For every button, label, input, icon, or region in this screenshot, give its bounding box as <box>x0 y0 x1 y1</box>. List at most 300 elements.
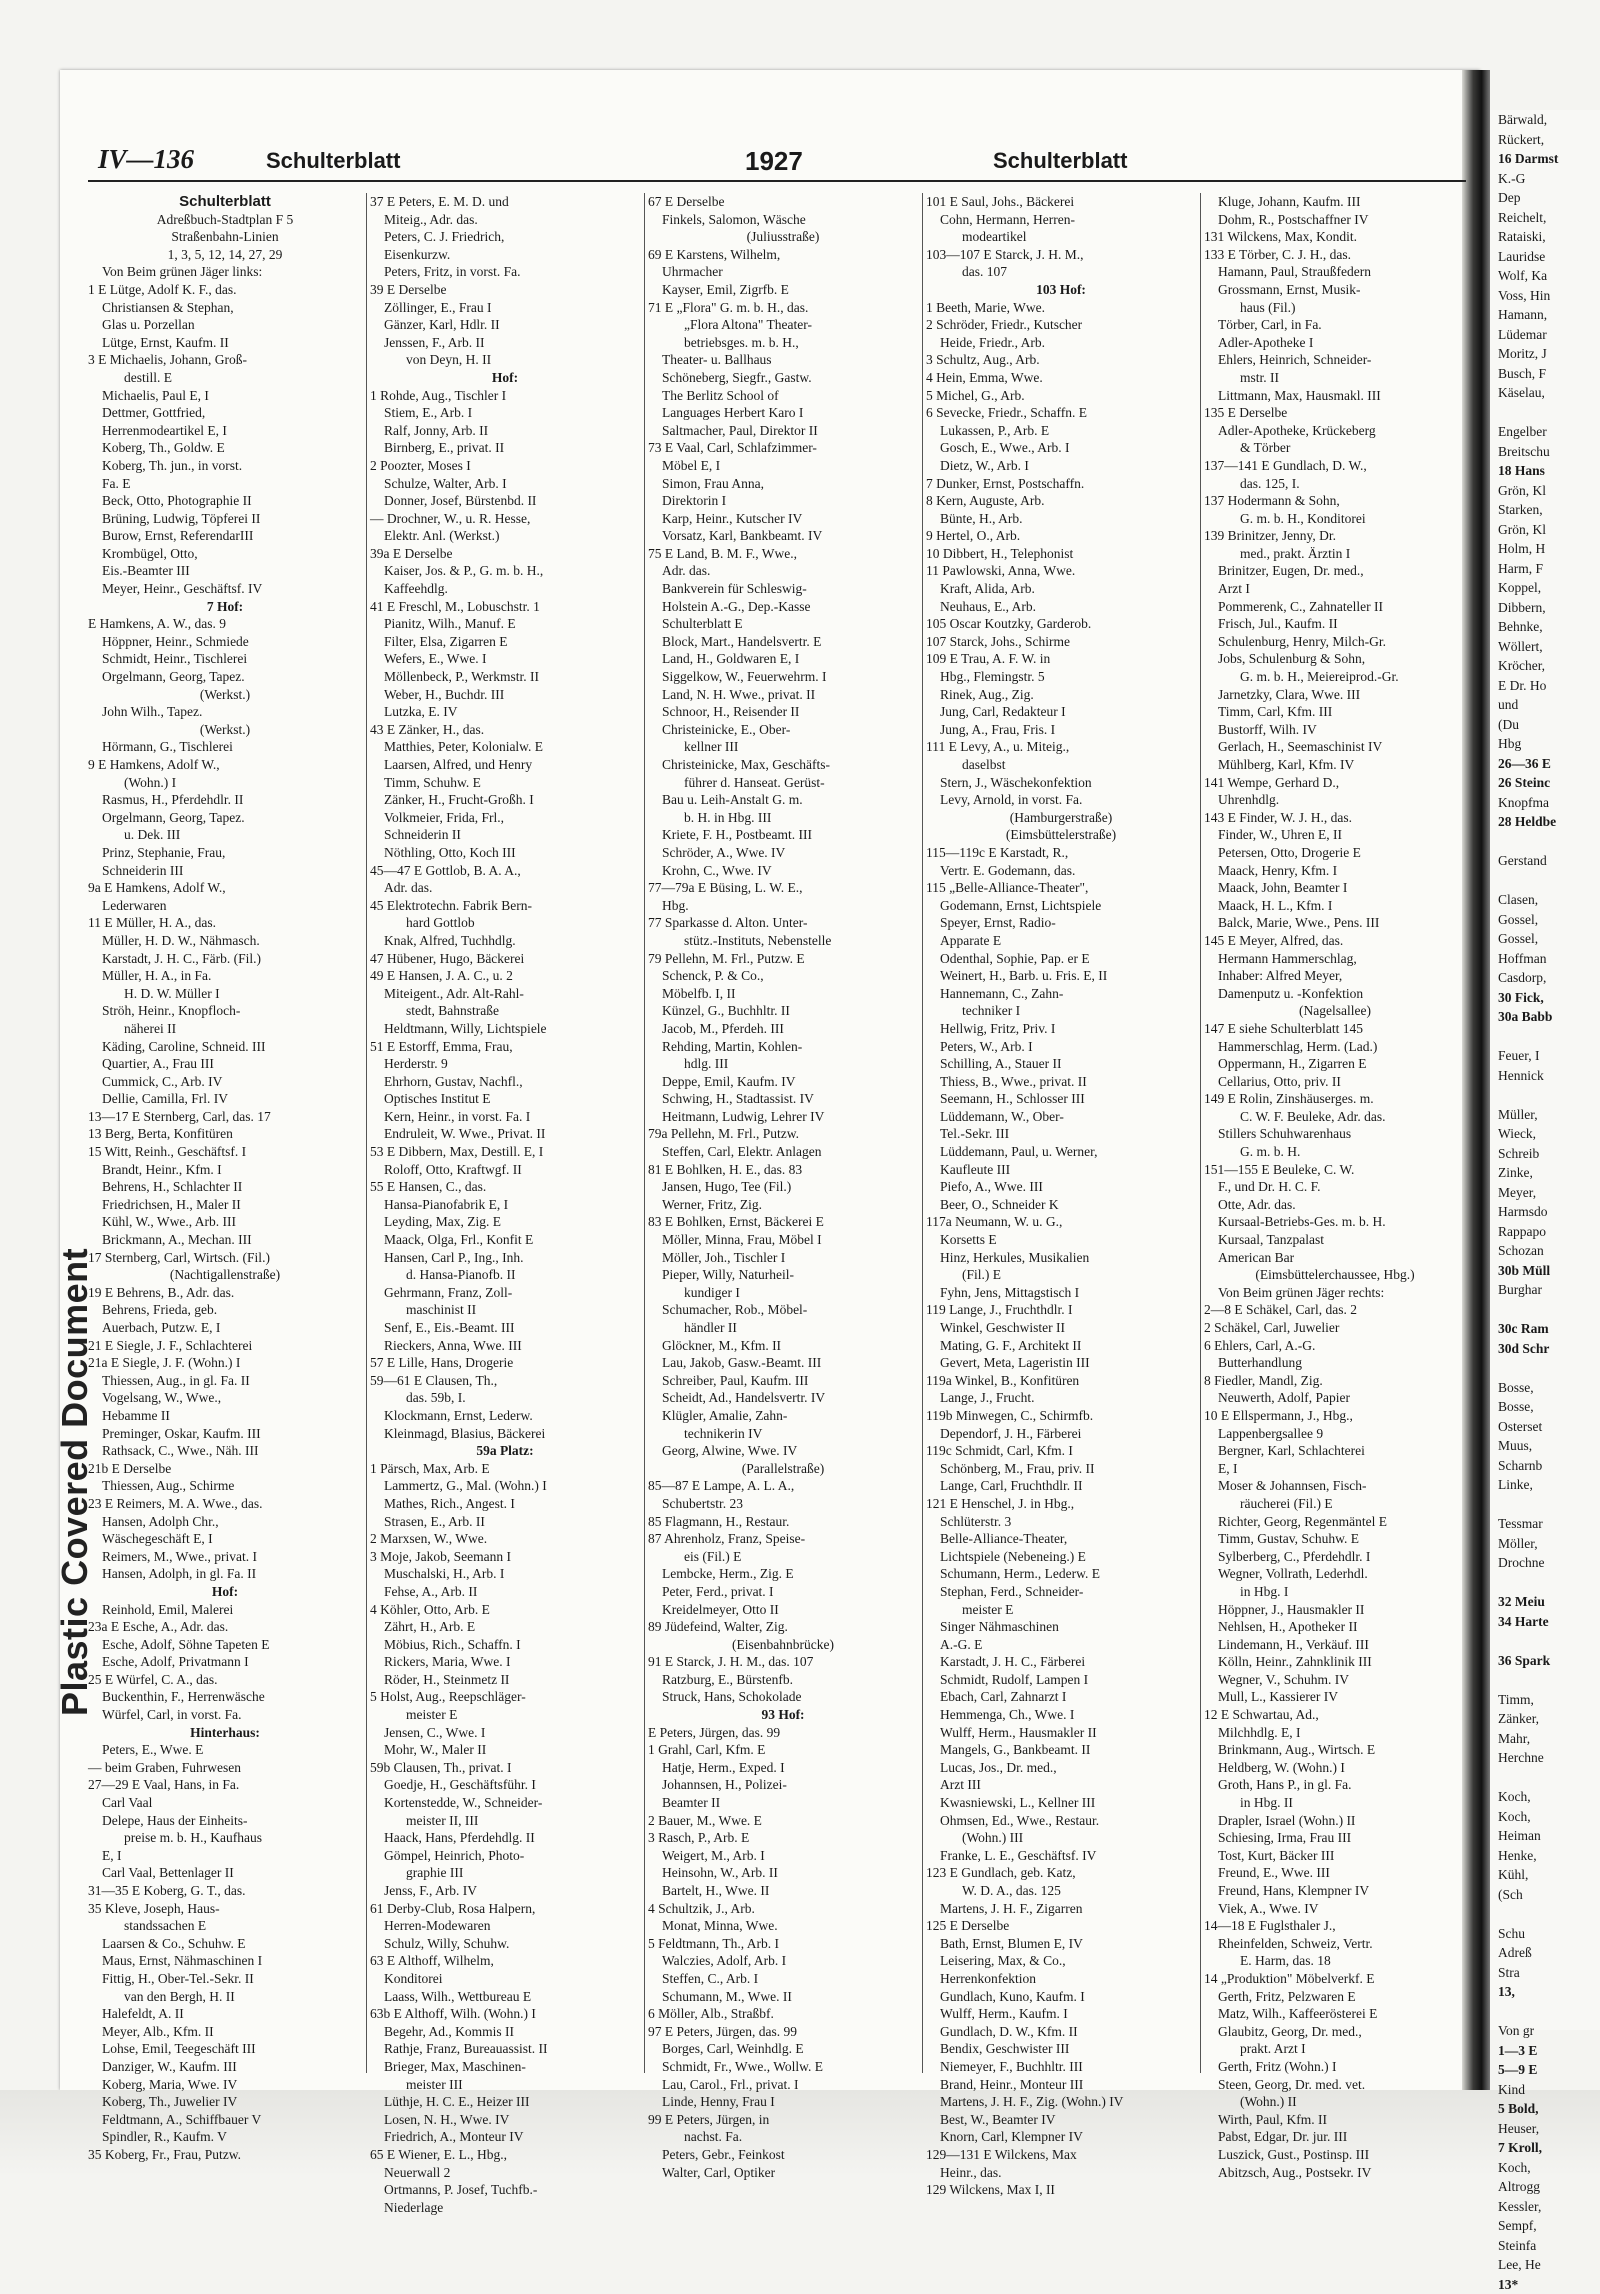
next-page-line: 30 Fick, <box>1490 988 1600 1008</box>
directory-line: mstr. II <box>1204 369 1466 387</box>
directory-line: Uhrmacher <box>648 263 918 281</box>
directory-line: Möbius, Rich., Schaffn. I <box>370 1636 640 1654</box>
directory-line: Krombügel, Otto, <box>88 545 362 563</box>
directory-line: 4 Köhler, Otto, Arb. E <box>370 1601 640 1619</box>
directory-line: 57 E Lille, Hans, Drogerie <box>370 1354 640 1372</box>
next-page-line: Grön, Kl <box>1490 520 1600 540</box>
directory-line: 103—107 E Starck, J. H. M., <box>926 246 1196 264</box>
directory-line: 103 Hof: <box>926 281 1196 299</box>
directory-line: 63b E Althoff, Wilh. (Wohn.) I <box>370 2005 640 2023</box>
next-page-line: Feuer, I <box>1490 1046 1600 1066</box>
directory-line: Ehrhorn, Gustav, Nachfl., <box>370 1073 640 1091</box>
next-page-line: 13, <box>1490 1982 1600 2002</box>
next-page-line: Kröcher, <box>1490 656 1600 676</box>
directory-line: Georg, Alwine, Wwe. IV <box>648 1442 918 1460</box>
directory-line: Steen, Georg, Dr. med. vet. <box>1204 2076 1466 2094</box>
directory-line: in Hbg. I <box>1204 1583 1466 1601</box>
directory-line: Lucas, Jos., Dr. med., <box>926 1759 1196 1777</box>
directory-line: A.-G. E <box>926 1636 1196 1654</box>
next-page-line: Rataiski, <box>1490 227 1600 247</box>
directory-line: 14—18 E Fuglsthaler J., <box>1204 1917 1466 1935</box>
directory-line: nachst. Fa. <box>648 2128 918 2146</box>
directory-line: Schumacher, Rob., Möbel- <box>648 1301 918 1319</box>
next-page-line: Koch, <box>1490 2158 1600 2178</box>
directory-line: Karp, Heinr., Kutscher IV <box>648 510 918 528</box>
directory-line: Goedje, H., Geschäftsführ. I <box>370 1776 640 1794</box>
page-number: IV—136 <box>98 144 194 175</box>
directory-line: Timm, Schuhw. E <box>370 774 640 792</box>
directory-line: Belle-Alliance-Theater, <box>926 1530 1196 1548</box>
next-page-line: Stra <box>1490 1963 1600 1983</box>
directory-line: näherei II <box>88 1020 362 1038</box>
directory-line: Land, N. H. Wwe., privat. II <box>648 686 918 704</box>
directory-line: Christiansen & Stephan, <box>88 299 362 317</box>
directory-line: Spindler, R., Kaufm. V <box>88 2128 362 2146</box>
directory-line: 13 Berg, Berta, Konfitüren <box>88 1125 362 1143</box>
directory-line: Matthies, Peter, Kolonialw. E <box>370 738 640 756</box>
next-page-line: 36 Spark <box>1490 1651 1600 1671</box>
directory-line: Kursaal, Tanzpalast <box>1204 1231 1466 1249</box>
directory-line: Kaffeehdlg. <box>370 580 640 598</box>
columns <box>88 193 1466 2073</box>
next-page-line: 30a Babb <box>1490 1007 1600 1027</box>
next-page-line: 5—9 E <box>1490 2060 1600 2080</box>
column-divider <box>366 193 367 2073</box>
directory-line: Jansen, Hugo, Tee (Fil.) <box>648 1178 918 1196</box>
next-page-line: Altrogg <box>1490 2177 1600 2197</box>
directory-line: Reinhold, Emil, Malerei <box>88 1601 362 1619</box>
side-stamp: Plastic Covered Document <box>54 1406 96 1716</box>
directory-line: Krohn, C., Wwe. IV <box>648 862 918 880</box>
directory-line: Gömpel, Heinrich, Photo- <box>370 1847 640 1865</box>
directory-line: Nöthling, Otto, Koch III <box>370 844 640 862</box>
directory-line: 7 Dunker, Ernst, Postschaffn. <box>926 475 1196 493</box>
directory-line: Fehse, A., Arb. II <box>370 1583 640 1601</box>
directory-line: Cohn, Hermann, Herren- <box>926 211 1196 229</box>
directory-line: Gundlach, Kuno, Kaufm. I <box>926 1988 1196 2006</box>
directory-line: 12 E Schwartau, Ad., <box>1204 1706 1466 1724</box>
next-page-line: Gerstand <box>1490 851 1600 871</box>
directory-line: Schenck, P. & Co., <box>648 967 918 985</box>
directory-line: Schnoor, H., Reisender II <box>648 703 918 721</box>
directory-line: 43 E Zänker, H., das. <box>370 721 640 739</box>
directory-line: kundiger I <box>648 1284 918 1302</box>
directory-line: 35 Kleve, Joseph, Haus- <box>88 1900 362 1918</box>
next-page-line: Hbg <box>1490 734 1600 754</box>
next-page-line: 18 Hans <box>1490 461 1600 481</box>
directory-line: Hellwig, Fritz, Priv. I <box>926 1020 1196 1038</box>
directory-line: Rieckers, Anna, Wwe. III <box>370 1337 640 1355</box>
directory-line: Christeinicke, E., Ober- <box>648 721 918 739</box>
directory-line: Schwing, H., Stadtassist. IV <box>648 1090 918 1108</box>
next-page-line: 30b Müll <box>1490 1261 1600 1281</box>
directory-line: Lange, J., Frucht. <box>926 1389 1196 1407</box>
directory-line: 115 „Belle-Alliance-Theater", <box>926 879 1196 897</box>
directory-line: Matz, Wilh., Kaffeerösterei E <box>1204 2005 1466 2023</box>
directory-line: Jung, Carl, Redakteur I <box>926 703 1196 721</box>
directory-line: Maack, Henry, Kfm. I <box>1204 862 1466 880</box>
directory-line: Stillers Schuhwarenhaus <box>1204 1125 1466 1143</box>
directory-line: 107 Starck, Johs., Schirme <box>926 633 1196 651</box>
directory-line: Optisches Institut E <box>370 1090 640 1108</box>
directory-line: eis (Fil.) E <box>648 1548 918 1566</box>
next-page-line: Koch, <box>1490 1787 1600 1807</box>
directory-line: Karstadt, J. H. C., Färb. (Fil.) <box>88 950 362 968</box>
directory-line: Filter, Elsa, Zigarren E <box>370 633 640 651</box>
directory-line: Gerlach, H., Seemaschinist IV <box>1204 738 1466 756</box>
directory-line: graphie III <box>370 1864 640 1882</box>
directory-line: Kortenstedde, W., Schneider- <box>370 1794 640 1812</box>
directory-line: Schulterblatt E <box>648 615 918 633</box>
directory-line: Rathje, Franz, Bureauassist. II <box>370 2040 640 2058</box>
directory-line: John Wilh., Tapez. <box>88 703 362 721</box>
directory-line: Vertr. E. Godemann, das. <box>926 862 1196 880</box>
directory-line: Lange, Carl, Fruchthdlr. II <box>926 1477 1196 1495</box>
next-page-line <box>1490 1085 1600 1105</box>
directory-line: modeartikel <box>926 228 1196 246</box>
directory-line: Lüddemann, Paul, u. Werner, <box>926 1143 1196 1161</box>
directory-line: Christeinicke, Max, Geschäfts- <box>648 756 918 774</box>
directory-line: 2 Schäkel, Carl, Juwelier <box>1204 1319 1466 1337</box>
next-page-line: Clasen, <box>1490 890 1600 910</box>
directory-line: Lembcke, Herm., Zig. E <box>648 1565 918 1583</box>
directory-line: Godemann, Ernst, Lichtspiele <box>926 897 1196 915</box>
directory-line: Hinterhaus: <box>88 1724 362 1742</box>
next-page-line: 7 Kroll, <box>1490 2138 1600 2158</box>
directory-line: 2 Bauer, M., Wwe. E <box>648 1812 918 1830</box>
directory-line: Timm, Carl, Kfm. III <box>1204 703 1466 721</box>
column-3 <box>648 193 918 2073</box>
directory-line: 147 E siehe Schulterblatt 145 <box>1204 1020 1466 1038</box>
directory-line: 77—79a E Büsing, L. W. E., <box>648 879 918 897</box>
directory-line: Fittig, H., Ober-Tel.-Sekr. II <box>88 1970 362 1988</box>
directory-line: 123 E Gundlach, geb. Katz, <box>926 1864 1196 1882</box>
directory-line: 31—35 E Koberg, G. T., das. <box>88 1882 362 1900</box>
next-page-line: Lauridse <box>1490 247 1600 267</box>
directory-line: 2—8 E Schäkel, Carl, das. 2 <box>1204 1301 1466 1319</box>
next-page-line: Lee, He <box>1490 2255 1600 2275</box>
directory-line: prakt. Arzt I <box>1204 2040 1466 2058</box>
directory-line: — beim Graben, Fuhrwesen <box>88 1759 362 1777</box>
directory-line: Kaiser, Jos. & P., G. m. b. H., <box>370 562 640 580</box>
directory-line: Kayser, Emil, Zigrfb. E <box>648 281 918 299</box>
directory-line: Mathes, Rich., Angest. I <box>370 1495 640 1513</box>
directory-line: Kursaal-Betriebs-Ges. m. b. H. <box>1204 1213 1466 1231</box>
directory-line: Preminger, Oskar, Kaufm. III <box>88 1425 362 1443</box>
next-page-fragment <box>1490 110 1600 2030</box>
directory-line: Fyhn, Jens, Mittagstisch I <box>926 1284 1196 1302</box>
next-page-line <box>1490 832 1600 852</box>
directory-line: Mühlberg, Karl, Kfm. IV <box>1204 756 1466 774</box>
directory-line: Möbelfb. I, II <box>648 985 918 1003</box>
directory-line: 3 Rasch, P., Arb. E <box>648 1829 918 1847</box>
next-page-line: Möller, <box>1490 1534 1600 1554</box>
directory-line: 145 E Meyer, Alfred, das. <box>1204 932 1466 950</box>
directory-line: Hatje, Herm., Exped. I <box>648 1759 918 1777</box>
directory-line: Butterhandlung <box>1204 1354 1466 1372</box>
directory-line: 129 Wilckens, Max I, II <box>926 2181 1196 2199</box>
directory-line: Delepe, Haus der Einheits- <box>88 1812 362 1830</box>
directory-line: 51 E Estorff, Emma, Frau, <box>370 1038 640 1056</box>
directory-line: Elektr. Anl. (Werkst.) <box>370 527 640 545</box>
directory-line: Sylberberg, C., Pferdehdlr. I <box>1204 1548 1466 1566</box>
next-page-line <box>1490 1670 1600 1690</box>
directory-line: Rathsack, C., Wwe., Näh. III <box>88 1442 362 1460</box>
directory-line: Heldtmann, Willy, Lichtspiele <box>370 1020 640 1038</box>
directory-line: 8 Kern, Auguste, Arb. <box>926 492 1196 510</box>
directory-line: Möller, Joh., Tischler I <box>648 1249 918 1267</box>
directory-line: Frisch, Jul., Kaufm. II <box>1204 615 1466 633</box>
directory-line: Halefeldt, A. II <box>88 2005 362 2023</box>
directory-line: Hansa-Pianofabrik E, I <box>370 1196 640 1214</box>
street-title-left: Schulterblatt <box>266 148 400 174</box>
directory-line: Korsetts E <box>926 1231 1196 1249</box>
directory-line: 55 E Hansen, C., das. <box>370 1178 640 1196</box>
directory-line: Mohr, W., Maler II <box>370 1741 640 1759</box>
directory-line: 119 Lange, J., Fruchthdlr. I <box>926 1301 1196 1319</box>
directory-line: 45 Elektrotechn. Fabrik Bern- <box>370 897 640 915</box>
directory-line: 21 E Siegle, J. F., Schlachterei <box>88 1337 362 1355</box>
directory-line: Mating, G. F., Architekt II <box>926 1337 1196 1355</box>
directory-line: Herrenkonfektion <box>926 1970 1196 1988</box>
column-4 <box>926 193 1196 2073</box>
directory-line: Maack, Olga, Frl., Konfit E <box>370 1231 640 1249</box>
directory-line: Esche, Adolf, Privatmann I <box>88 1653 362 1671</box>
directory-line: Von Beim grünen Jäger rechts: <box>1204 1284 1466 1302</box>
directory-line: Simon, Frau Anna, <box>648 475 918 493</box>
directory-line: Feldtmann, A., Schiffbauer V <box>88 2111 362 2129</box>
directory-line: Bendix, Geschwister III <box>926 2040 1196 2058</box>
directory-line: Neuwerth, Adolf, Papier <box>1204 1389 1466 1407</box>
directory-line: 10 E Ellspermann, J., Hbg., <box>1204 1407 1466 1425</box>
directory-line: Thiess, B., Wwe., privat. II <box>926 1073 1196 1091</box>
directory-line: das. 125, I. <box>1204 475 1466 493</box>
directory-line: Burow, Ernst, ReferendarIII <box>88 527 362 545</box>
directory-line: E Hamkens, A. W., das. 9 <box>88 615 362 633</box>
directory-line: Borges, Carl, Weinhdlg. E <box>648 2040 918 2058</box>
directory-line: Werner, Fritz, Zig. <box>648 1196 918 1214</box>
directory-line: Pommerenk, C., Zahnateller II <box>1204 598 1466 616</box>
directory-line: (Wohn.) III <box>926 1829 1196 1847</box>
directory-line: G. m. b. H., Meiereiprod.-Gr. <box>1204 668 1466 686</box>
directory-line: (Nachtigallenstraße) <box>88 1266 362 1284</box>
directory-line: Würfel, Carl, in vorst. Fa. <box>88 1706 362 1724</box>
next-page-line: Herchne <box>1490 1748 1600 1768</box>
directory-line: 101 E Saul, Johs., Bäckerei <box>926 193 1196 211</box>
directory-line: 5 Feldtmann, Th., Arb. I <box>648 1935 918 1953</box>
directory-line: 2 Poozter, Moses I <box>370 457 640 475</box>
next-page-line: Zänker, <box>1490 1709 1600 1729</box>
next-page-line: 26 Steinc <box>1490 773 1600 793</box>
directory-line: Lau, Carol., Frl., privat. I <box>648 2076 918 2094</box>
directory-line: Viek, A., Wwe. IV <box>1204 1900 1466 1918</box>
directory-line: Wegner, V., Schuhm. IV <box>1204 1671 1466 1689</box>
directory-line: führer d. Hanseat. Gerüst- <box>648 774 918 792</box>
directory-line: (Hamburgerstraße) <box>926 809 1196 827</box>
directory-line: Nehlsen, H., Apotheker II <box>1204 1618 1466 1636</box>
directory-line: 73 E Vaal, Carl, Schlafzimmer- <box>648 439 918 457</box>
directory-line: 21a E Siegle, J. F. (Wohn.) I <box>88 1354 362 1372</box>
directory-line: Peter, Ferd., privat. I <box>648 1583 918 1601</box>
directory-line: Lammertz, G., Mal. (Wohn.) I <box>370 1477 640 1495</box>
directory-line: Direktorin I <box>648 492 918 510</box>
directory-line: 5 Holst, Aug., Reepschläger- <box>370 1688 640 1706</box>
directory-line: Möllenbeck, P., Werkmstr. II <box>370 668 640 686</box>
directory-line: Niemeyer, F., Buchhltr. III <box>926 2058 1196 2076</box>
directory-line: E. Harm, das. 18 <box>1204 1952 1466 1970</box>
directory-line: Thiessen, Aug., Schirme <box>88 1477 362 1495</box>
directory-line: Jobs, Schulenburg & Sohn, <box>1204 650 1466 668</box>
directory-line: Brinkmann, Aug., Wirtsch. E <box>1204 1741 1466 1759</box>
directory-line: 4 Hein, Emma, Wwe. <box>926 369 1196 387</box>
directory-line: F., und Dr. H. C. F. <box>1204 1178 1466 1196</box>
directory-line: (Parallelstraße) <box>648 1460 918 1478</box>
directory-line: Jenss, F., Arb. IV <box>370 1882 640 1900</box>
directory-line: Knak, Alfred, Tuchhdlg. <box>370 932 640 950</box>
directory-line: Buckenthin, F., Herrenwäsche <box>88 1688 362 1706</box>
directory-line: Vorsatz, Karl, Bankbeamt. IV <box>648 527 918 545</box>
directory-line: stedt, Bahnstraße <box>370 1002 640 1020</box>
directory-line: 149 E Rolin, Zinshäuserges. m. <box>1204 1090 1466 1108</box>
directory-line: Hansen, Adolph, in gl. Fa. II <box>88 1565 362 1583</box>
directory-line: Höppner, Heinr., Schmiede <box>88 633 362 651</box>
directory-line: Stiem, E., Arb. I <box>370 404 640 422</box>
directory-line: von Deyn, H. II <box>370 351 640 369</box>
directory-line: Piefo, A., Wwe. III <box>926 1178 1196 1196</box>
directory-line: 17 Sternberg, Carl, Wirtsch. (Fil.) <box>88 1249 362 1267</box>
directory-line: Bergner, Karl, Schlachterei <box>1204 1442 1466 1460</box>
next-page-line: Burghar <box>1490 1280 1600 1300</box>
directory-line: 99 E Peters, Jürgen, in <box>648 2111 918 2129</box>
directory-line: (Juliusstraße) <box>648 228 918 246</box>
directory-line: 93 Hof: <box>648 1706 918 1724</box>
next-page-line: Kind <box>1490 2080 1600 2100</box>
directory-line: preise m. b. H., Kaufhaus <box>88 1829 362 1847</box>
next-page-line: 28 Heldbe <box>1490 812 1600 832</box>
directory-line: Martens, J. H. F., Zigarren <box>926 1900 1196 1918</box>
directory-line: Eis.-Beamter III <box>88 562 362 580</box>
next-page-line: E Dr. Ho <box>1490 676 1600 696</box>
directory-line: Michaelis, Paul E, I <box>88 387 362 405</box>
directory-line: 41 E Freschl, M., Lobuschstr. 1 <box>370 598 640 616</box>
directory-line: Hemmenga, Ch., Wwe. I <box>926 1706 1196 1724</box>
directory-line: Lohse, Emil, Teegeschäft III <box>88 2040 362 2058</box>
directory-line: das. 59b, I. <box>370 1389 640 1407</box>
directory-line: Danziger, W., Kaufm. III <box>88 2058 362 2076</box>
directory-line: — Drochner, W., u. R. Hesse, <box>370 510 640 528</box>
directory-line: Deppe, Emil, Kaufm. IV <box>648 1073 918 1091</box>
directory-line: Losen, N. H., Wwe. IV <box>370 2111 640 2129</box>
directory-line: Wirth, Paul, Kfm. II <box>1204 2111 1466 2129</box>
column-divider <box>644 193 645 2073</box>
directory-line: 125 E Derselbe <box>926 1917 1196 1935</box>
directory-line: Miteig., Adr. das. <box>370 211 640 229</box>
next-page-line: Behnke, <box>1490 617 1600 637</box>
directory-line: 23a E Esche, A., Adr. das. <box>88 1618 362 1636</box>
directory-line: (Eimsbüttelerstraße) <box>926 826 1196 844</box>
column-2 <box>370 193 640 2073</box>
directory-line: Neuerwall 2 <box>370 2164 640 2182</box>
directory-line: Schlüterstr. 3 <box>926 1513 1196 1531</box>
directory-line: 1 Grahl, Carl, Kfm. E <box>648 1741 918 1759</box>
directory-line: betriebsges. m. b. H., <box>648 334 918 352</box>
next-page-line: Drochne <box>1490 1553 1600 1573</box>
directory-line: 47 Hübener, Hugo, Bäckerei <box>370 950 640 968</box>
directory-line: Niederlage <box>370 2199 640 2217</box>
directory-line: Rinek, Aug., Zig. <box>926 686 1196 704</box>
column-divider <box>1200 193 1201 2073</box>
directory-line: 6 Möller, Alb., Straßbf. <box>648 2005 918 2023</box>
next-page-line: Wöllert, <box>1490 637 1600 657</box>
directory-line: Thiessen, Aug., in gl. Fa. II <box>88 1372 362 1390</box>
directory-line: 109 E Trau, A. F. W. in <box>926 650 1196 668</box>
next-page-line <box>1490 1358 1600 1378</box>
directory-line: (Fil.) E <box>926 1266 1196 1284</box>
directory-line: das. 107 <box>926 263 1196 281</box>
directory-line: Neuhaus, E., Arb. <box>926 598 1196 616</box>
next-page-line: (Du <box>1490 715 1600 735</box>
next-page-line: Grön, Kl <box>1490 481 1600 501</box>
directory-line: E, I <box>1204 1460 1466 1478</box>
directory-line: Karstadt, J. H. C., Färberei <box>926 1653 1196 1671</box>
directory-line: techniker I <box>926 1002 1196 1020</box>
next-page-line: Mahr, <box>1490 1729 1600 1749</box>
directory-line: 83 E Bohlken, Ernst, Bäckerei E <box>648 1213 918 1231</box>
directory-line: Müller, H. D. W., Nähmasch. <box>88 932 362 950</box>
next-page-line: Koch, <box>1490 1807 1600 1827</box>
next-page-line: Starken, <box>1490 500 1600 520</box>
directory-line: Schulz, Willy, Schuhw. <box>370 1935 640 1953</box>
directory-line: hdlg. III <box>648 1055 918 1073</box>
directory-line: Schmidt, Fr., Wwe., Wollw. E <box>648 2058 918 2076</box>
next-page-line: Knopfma <box>1490 793 1600 813</box>
directory-line: 67 E Derselbe <box>648 193 918 211</box>
directory-line: & Törber <box>1204 439 1466 457</box>
directory-line: Laass, Wilh., Wettbureau E <box>370 1988 640 2006</box>
directory-line: Odenthal, Sophie, Pap. er E <box>926 950 1196 968</box>
directory-line: Lüthje, H. C. E., Heizer III <box>370 2093 640 2111</box>
next-page-line: Gossel, <box>1490 929 1600 949</box>
directory-line: 97 E Peters, Jürgen, das. 99 <box>648 2023 918 2041</box>
next-page-line: Koppel, <box>1490 578 1600 598</box>
directory-line: Saltmacher, Paul, Direktor II <box>648 422 918 440</box>
directory-line: Miteigent., Adr. Alt-Rahl- <box>370 985 640 1003</box>
directory-line: 10 Dibbert, H., Telephonist <box>926 545 1196 563</box>
directory-line: 14 „Produktion" Möbelverkf. E <box>1204 1970 1466 1988</box>
directory-line: Brüning, Ludwig, Töpferei II <box>88 510 362 528</box>
directory-line: (Werkst.) <box>88 686 362 704</box>
directory-line: 6 Sevecke, Friedr., Schaffn. E <box>926 404 1196 422</box>
directory-line: Hebamme II <box>88 1407 362 1425</box>
directory-line: stütz.-Instituts, Nebenstelle <box>648 932 918 950</box>
directory-line: Schulze, Walter, Arb. I <box>370 475 640 493</box>
directory-line: Siggelkow, W., Feuerwehrm. I <box>648 668 918 686</box>
directory-line: Kriete, F. H., Postbeamt. III <box>648 826 918 844</box>
directory-line: Arzt III <box>926 1776 1196 1794</box>
directory-line: 141 Wempe, Gerhard D., <box>1204 774 1466 792</box>
directory-line: 63 E Althoff, Wilhelm, <box>370 1952 640 1970</box>
next-page-line: 30d Schr <box>1490 1339 1600 1359</box>
directory-line: (Wohn.) I <box>88 774 362 792</box>
directory-line: H. D. W. Müller I <box>88 985 362 1003</box>
directory-line: American Bar <box>1204 1249 1466 1267</box>
directory-line: Brinitzer, Eugen, Dr. med., <box>1204 562 1466 580</box>
directory-line: 27—29 E Vaal, Hans, in Fa. <box>88 1776 362 1794</box>
directory-line: 117a Neumann, W. u. G., <box>926 1213 1196 1231</box>
directory-line: 131 Wilckens, Max, Kondit. <box>1204 228 1466 246</box>
directory-line: (Nagelsallee) <box>1204 1002 1466 1020</box>
directory-line: Donner, Josef, Bürstenbd. II <box>370 492 640 510</box>
